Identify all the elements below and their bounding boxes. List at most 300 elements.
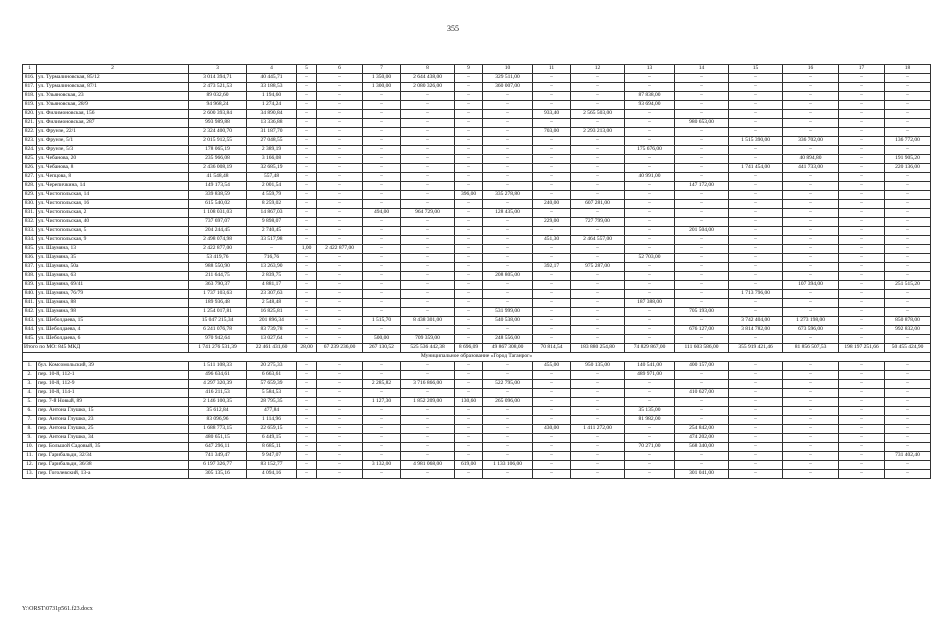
table-cell: – [783,191,839,200]
table-cell: – [675,263,729,272]
table-cell: 8 685,11 [247,443,297,452]
table-cell: – [625,470,675,479]
table-cell: – [363,416,401,425]
table-cell: 737 697,07 [189,218,247,227]
table-cell: – [571,74,625,83]
address-cell: пер. 7-й Новый, 89 [37,398,189,407]
table-cell: – [885,389,931,398]
table-row [23,371,931,380]
table-cell: – [401,92,455,101]
table-cell: 4 094,16 [247,470,297,479]
table-cell: – [783,425,839,434]
table-cell: – [729,101,783,110]
table-cell: – [571,407,625,416]
table-cell: 27 048,55 [247,137,297,146]
table-cell: 13 336,88 [247,119,297,128]
table-cell: – [571,209,625,218]
address-cell: ул. Чепцова, 8 [37,173,189,182]
table-cell: – [297,389,317,398]
address-cell: ул. Шаумяна, 63 [37,272,189,281]
row-number: 842. [23,308,37,317]
table-cell: 993 989,88 [189,119,247,128]
table-cell: – [533,245,571,254]
address-cell: ул. Черепичкина, 14 [37,182,189,191]
table-cell: – [363,281,401,290]
table-cell: – [455,146,483,155]
table-cell: – [783,389,839,398]
table-cell: – [455,452,483,461]
table-cell: – [571,290,625,299]
table-cell: – [783,263,839,272]
address-cell: ул. Чистопольская, 5 [37,227,189,236]
table-cell: – [885,92,931,101]
table-cell: – [675,317,729,326]
row-number: 818. [23,92,37,101]
table-cell: – [363,146,401,155]
table-cell: – [839,92,885,101]
table-cell: 2 146 100,35 [189,398,247,407]
table-cell: 265 096,00 [483,398,533,407]
table-cell: 178 065,19 [189,146,247,155]
table-cell: 727 799,00 [571,218,625,227]
table-cell: – [571,83,625,92]
table-cell: – [297,317,317,326]
table-cell: – [401,119,455,128]
table-cell: – [625,137,675,146]
address-cell: пер. Антона Глушко, 25 [37,425,189,434]
table-cell: – [839,461,885,470]
table-cell: – [455,173,483,182]
table-cell: – [675,371,729,380]
table-cell: – [317,128,363,137]
table-cell: 3 166,08 [247,155,297,164]
table-cell: 410 627,00 [675,389,729,398]
table-cell: – [675,299,729,308]
table-cell: 455,00 [533,362,571,371]
table-cell: 2 498 074,98 [189,236,247,245]
column-number: 15 [729,65,783,74]
table-cell: – [455,407,483,416]
table-cell: – [625,452,675,461]
table-cell: – [729,128,783,137]
table-cell: – [317,110,363,119]
table-cell: – [675,272,729,281]
table-cell: – [783,200,839,209]
total-cell: 1 741 276 531,39 [189,344,247,353]
table-cell: – [839,155,885,164]
table-cell: – [297,416,317,425]
table-cell: – [625,182,675,191]
table-cell: – [363,389,401,398]
table-cell: – [885,173,931,182]
table-cell: – [317,209,363,218]
table-cell: – [363,200,401,209]
table-cell: – [297,146,317,155]
table-cell: – [675,218,729,227]
table-cell: – [401,218,455,227]
address-cell: ул. Ульяновская, 23 [37,92,189,101]
column-number: 16 [783,65,839,74]
address-cell: ул. Чистопольская, 40 [37,218,189,227]
table-cell: – [401,281,455,290]
table-cell: – [533,470,571,479]
table-cell: – [839,362,885,371]
table-cell: – [533,101,571,110]
table-cell: – [297,83,317,92]
table-cell: – [363,263,401,272]
table-cell: – [839,425,885,434]
table-row [23,416,931,425]
table-cell: – [571,443,625,452]
table-cell: – [729,425,783,434]
table-cell: – [675,380,729,389]
table-cell: 474 202,00 [675,434,729,443]
table-cell: – [571,299,625,308]
table-cell: – [885,443,931,452]
table-cell: – [839,137,885,146]
table-cell: – [401,101,455,110]
table-cell: – [317,434,363,443]
table-cell: – [455,236,483,245]
table-cell: – [885,470,931,479]
table-cell: 3 716 866,00 [401,380,455,389]
table-cell: 2 473 521,53 [189,83,247,92]
table-cell: – [625,227,675,236]
table-cell: – [533,380,571,389]
row-number: 837. [23,263,37,272]
column-number: 1 [23,65,37,74]
table-cell: – [297,371,317,380]
table-cell: 1 273 198,00 [783,317,839,326]
total-cell: 355 919 421,46 [729,344,783,353]
table-cell: – [317,146,363,155]
table-cell: – [625,326,675,335]
table-cell: – [363,434,401,443]
table-cell: 6 449,15 [247,434,297,443]
table-cell: 1 254 017,81 [189,308,247,317]
address-cell: ул. Филимоновская, 156 [37,110,189,119]
row-number: 830. [23,200,37,209]
table-cell: – [885,407,931,416]
table-cell: – [675,281,729,290]
table-cell: – [533,227,571,236]
table-cell: 28 795,35 [247,398,297,407]
table-cell: – [571,389,625,398]
table-cell: – [317,380,363,389]
table-cell: – [401,245,455,254]
table-cell: – [401,470,455,479]
table-cell: – [483,137,533,146]
table-cell: 619,00 [455,461,483,470]
table-cell: – [783,173,839,182]
table-cell: – [885,146,931,155]
table-cell: – [729,263,783,272]
table-cell: – [625,272,675,281]
table-cell: – [839,407,885,416]
table-cell: – [839,110,885,119]
table-cell: – [533,371,571,380]
table-cell: 1 511 108,33 [189,362,247,371]
table-cell: – [317,173,363,182]
table-cell: 22 659,15 [247,425,297,434]
table-cell: 70 271,00 [625,443,675,452]
table-cell: – [363,119,401,128]
table-cell: 136 772,00 [885,137,931,146]
table-row [23,182,931,191]
table-cell: – [839,74,885,83]
table-cell: – [317,452,363,461]
table-cell: 2 464 557,00 [571,236,625,245]
table-cell: – [455,434,483,443]
table-cell: – [571,119,625,128]
address-cell: пер. Гарибальди, 36/38 [37,461,189,470]
table-cell: 4 559,79 [247,191,297,200]
table-cell: – [783,272,839,281]
table-cell: 850 878,00 [885,317,931,326]
table-cell: 496 634,61 [189,371,247,380]
table-cell: 235 966,08 [189,155,247,164]
column-number: 2 [37,65,189,74]
table-cell: – [483,263,533,272]
table-cell: – [297,191,317,200]
table-cell: 3 742 404,00 [729,317,783,326]
table-cell: 13 027,64 [247,335,297,344]
table-cell: – [729,371,783,380]
table-cell: – [455,362,483,371]
table-cell: – [571,398,625,407]
table-cell: – [533,74,571,83]
table-row [23,245,931,254]
table-cell: – [625,110,675,119]
table-cell: – [729,146,783,155]
table-cell: 1 133 106,00 [483,461,533,470]
table-cell: – [363,92,401,101]
table-cell: – [729,173,783,182]
table-cell: – [533,290,571,299]
table-cell: 950 135,00 [571,362,625,371]
table-cell: – [317,389,363,398]
table-cell: 1 713 796,00 [729,290,783,299]
table-cell: – [839,164,885,173]
table-cell: – [571,371,625,380]
table-cell: – [885,83,931,92]
table-cell: – [783,362,839,371]
table-cell: – [363,254,401,263]
table-cell: – [729,299,783,308]
table-cell: – [533,452,571,461]
row-number: 825. [23,155,37,164]
table-cell: – [675,461,729,470]
table-cell: – [839,416,885,425]
table-row [23,218,931,227]
table-cell: – [297,335,317,344]
table-cell: – [317,227,363,236]
table-row [23,128,931,137]
table-cell: – [783,371,839,380]
table-cell: 716,76 [247,254,297,263]
total-label: Итого по МО: 845 МКД [23,344,189,353]
table-cell: 229,00 [533,218,571,227]
table-cell: – [455,137,483,146]
table-cell: 980 653,00 [675,119,729,128]
table-cell: 531 999,00 [483,308,533,317]
address-cell: пер. 10-й, 112-1 [37,371,189,380]
table-cell: 33 188,53 [247,83,297,92]
table-cell: – [729,335,783,344]
table-cell: – [571,92,625,101]
table-cell: 2 015 912,55 [189,137,247,146]
table-cell: – [401,146,455,155]
table-cell: – [317,254,363,263]
table-cell: – [317,155,363,164]
table-cell: – [455,227,483,236]
table-cell: – [401,227,455,236]
table-cell: – [571,326,625,335]
table-cell: – [729,380,783,389]
address-cell: ул. Фрунзе, 5/1 [37,137,189,146]
address-cell: ул. Чистопольская, 14 [37,191,189,200]
table-cell: – [729,83,783,92]
table-cell: – [455,272,483,281]
table-cell: 676 127,00 [675,326,729,335]
column-number: 4 [247,65,297,74]
table-cell: 251 515,20 [885,281,931,290]
table-cell: 964 729,00 [401,209,455,218]
table-cell: 1 515 390,00 [729,137,783,146]
table-cell: – [401,191,455,200]
table-cell: 673 596,00 [783,326,839,335]
table-cell: – [317,191,363,200]
table-cell: – [839,173,885,182]
table-cell: – [297,263,317,272]
column-number: 8 [401,65,455,74]
table-cell: – [401,236,455,245]
table-cell: – [625,128,675,137]
table-cell: – [455,326,483,335]
table-cell: – [839,317,885,326]
table-cell: – [783,290,839,299]
total-cell: 22 461 431,60 [247,344,297,353]
table-row [23,146,931,155]
table-cell: 500,00 [363,335,401,344]
table-cell: – [533,209,571,218]
table-cell: 147 172,00 [675,182,729,191]
table-cell: – [297,362,317,371]
table-cell: 6 197 326,77 [189,461,247,470]
table-row [23,362,931,371]
table-cell: 35 135,00 [625,407,675,416]
table-cell: – [533,137,571,146]
table-cell: – [297,470,317,479]
row-number: 829. [23,191,37,200]
table-cell: – [729,452,783,461]
table-cell: – [363,101,401,110]
table-cell: – [401,425,455,434]
row-number: 7. [23,416,37,425]
table-cell: – [675,92,729,101]
table-cell: – [401,443,455,452]
table-row [23,317,931,326]
table-cell: 220 136,00 [885,164,931,173]
table-cell: 83 096,96 [189,416,247,425]
table-cell: 329 511,00 [483,74,533,83]
table-row [23,407,931,416]
table-cell: – [297,425,317,434]
table-cell: – [783,452,839,461]
table-cell: – [455,218,483,227]
table-cell: – [317,281,363,290]
table-cell: – [885,182,931,191]
table-cell: – [571,146,625,155]
table-cell: – [317,461,363,470]
table-cell: – [363,110,401,119]
table-cell: – [839,326,885,335]
table-cell: – [317,290,363,299]
table-cell: – [363,290,401,299]
table-cell: – [839,254,885,263]
table-cell: – [839,191,885,200]
table-cell: – [455,371,483,380]
table-cell: – [455,254,483,263]
table-cell: – [363,443,401,452]
table-cell: – [533,299,571,308]
table-cell: – [317,443,363,452]
table-cell: – [729,470,783,479]
table-row [23,254,931,263]
row-number: 816. [23,74,37,83]
table-cell: 647 296,11 [189,443,247,452]
table-cell: 1 127,30 [363,398,401,407]
table-cell: – [729,92,783,101]
table-cell: – [483,146,533,155]
table-cell: 2 389,19 [247,146,297,155]
table-cell: – [401,200,455,209]
table-cell: – [675,191,729,200]
table-cell: – [455,182,483,191]
table-cell: 201 504,00 [675,227,729,236]
table-cell: – [297,272,317,281]
table-cell: – [483,371,533,380]
row-number: 3. [23,380,37,389]
total-cell: 28,00 [297,344,317,353]
table-cell: – [533,272,571,281]
row-number: 11. [23,452,37,461]
table-cell: – [297,461,317,470]
table-cell: – [297,182,317,191]
address-cell: ул. Шаумяна, 98 [37,308,189,317]
table-cell: – [455,101,483,110]
table-cell: – [297,299,317,308]
table-cell: – [571,254,625,263]
table-cell: – [885,380,931,389]
total-cell: 198 197 251,66 [839,344,885,353]
table-cell: – [885,335,931,344]
table-cell: 2 422 877,00 [189,245,247,254]
table-cell: – [675,452,729,461]
table-cell: 2 080 326,00 [401,83,455,92]
table-cell: – [729,281,783,290]
table-cell: 93 694,00 [625,101,675,110]
table-cell: – [533,146,571,155]
address-cell: пер. Большой Садовый, 35 [37,443,189,452]
table-cell: 5 584,53 [247,389,297,398]
row-number: 841. [23,299,37,308]
table-cell: – [401,182,455,191]
table-cell: – [885,425,931,434]
table-cell: – [571,335,625,344]
column-number: 17 [839,65,885,74]
table-cell: – [317,362,363,371]
